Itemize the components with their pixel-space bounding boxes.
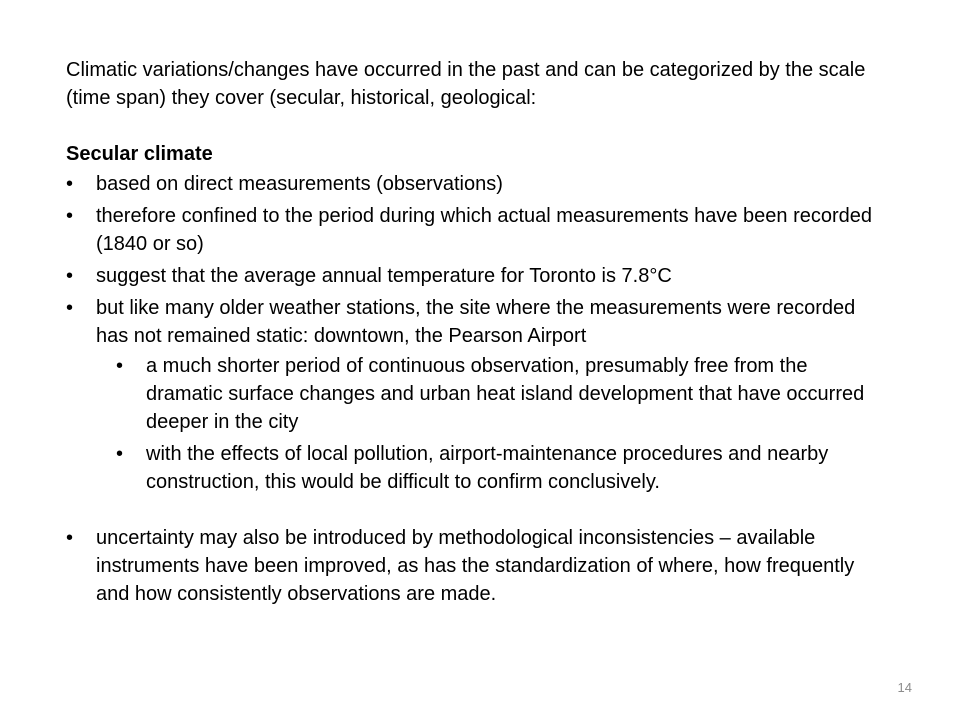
bullet-text: based on direct measurements (observations) (96, 173, 503, 195)
bullet-dot: • (116, 355, 124, 377)
bullet-dot: • (66, 297, 74, 319)
sub-bullet-list (96, 352, 886, 496)
bullet-item (66, 262, 886, 290)
bullet-dot: • (66, 205, 74, 227)
slide-body (66, 56, 886, 608)
bullet-item (66, 294, 886, 496)
sub-bullet-text: with the effects of local pollution, airport-maintenance procedures and nearby construction, this would be difficult to confirm conclusively. (146, 443, 829, 493)
final-bullet-list (66, 524, 886, 608)
sub-bullet-item (116, 352, 886, 436)
bullet-dot: • (66, 265, 74, 287)
bullet-item (66, 170, 886, 198)
bullet-text: therefore confined to the period during which actual measurements have been recorded (1840 or so) (96, 205, 873, 255)
bullet-dot: • (116, 443, 124, 465)
page-number: 14 (897, 680, 912, 695)
bullet-text: uncertainty may also be introduced by methodological inconsistencies – available instruments have been improved, as has the standardization of where, how frequently and how consistently observations are made. (96, 527, 855, 605)
intro-paragraph: Climatic variations/changes have occurred in the past and can be categorized by the scale (time span) they cover (secular, historical, geological: (66, 59, 866, 109)
sub-bullet-item (116, 440, 886, 496)
bullet-item (66, 524, 886, 608)
bullet-dot: • (66, 527, 74, 549)
bullet-text: suggest that the average annual temperature for Toronto is 7.8°C (96, 265, 672, 287)
bullet-list (66, 170, 886, 496)
bullet-item (66, 202, 886, 258)
bullet-text: but like many older weather stations, the site where the measurements were recorded has not remained static: downtown, the Pearson Airport (96, 297, 856, 347)
section-heading: Secular climate (66, 143, 213, 165)
sub-bullet-text: a much shorter period of continuous observation, presumably free from the dramatic surface changes and urban heat island development that have occurred deeper in the city (146, 355, 865, 433)
bullet-dot: • (66, 173, 74, 195)
